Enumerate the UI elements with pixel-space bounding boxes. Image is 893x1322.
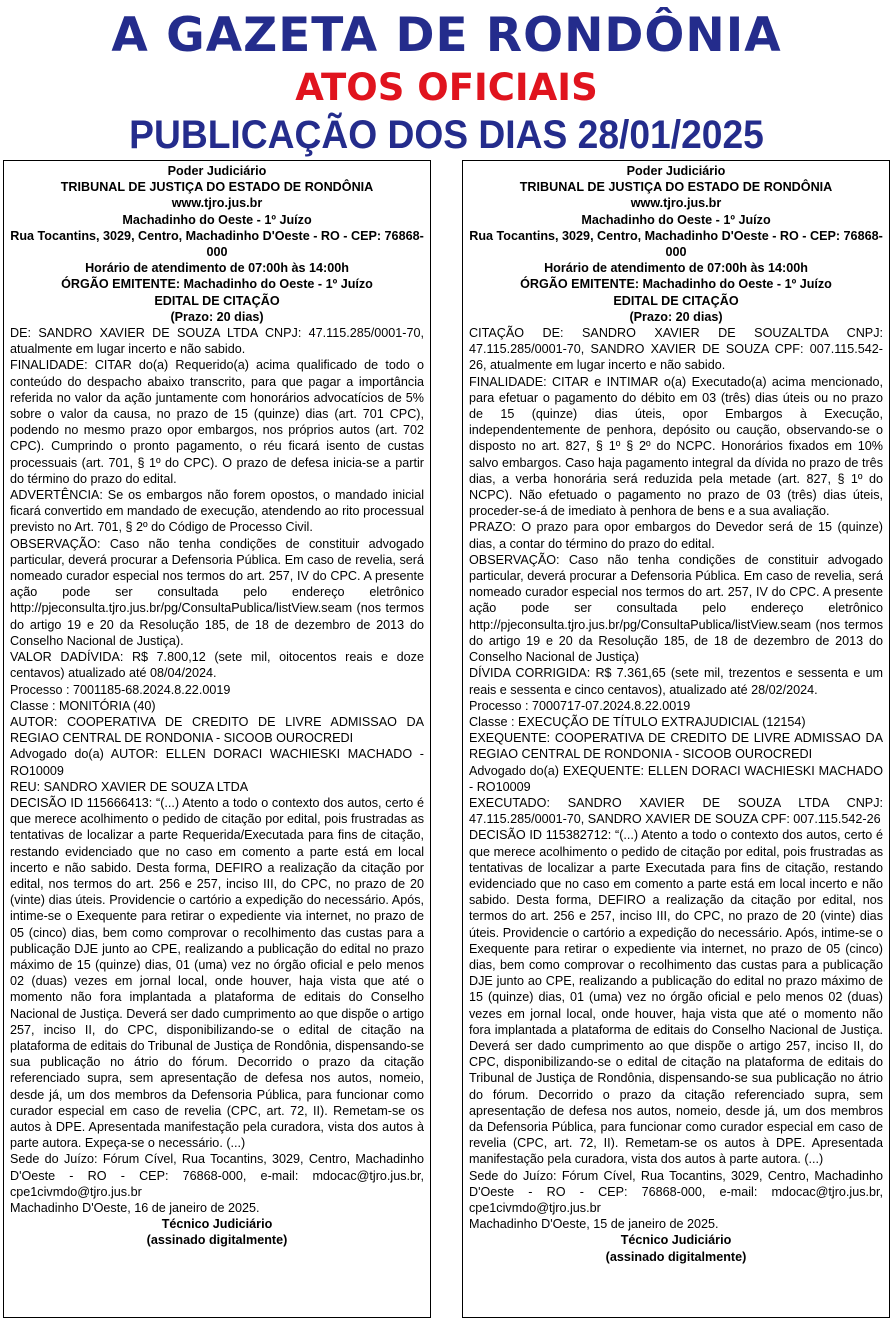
header-line: www.tjro.jus.br (630, 196, 722, 211)
publication-date: PUBLICAÇÃO DOS DIAS 28/01/2025 (129, 113, 764, 157)
paragraph: DÍVIDA CORRIGIDA: R$ 7.361,65 (sete mil, trezentos e sessenta e um reais e sessenta e cinco centavos), atualizado até 28/02/2024. (469, 666, 883, 697)
signature-title: Técnico Judiciário (620, 1233, 732, 1248)
header-line: TRIBUNAL DE JUSTIÇA DO ESTADO DE RONDÔNIA (519, 180, 833, 195)
signature-title: Técnico Judiciário (161, 1217, 273, 1232)
paragraph: Machadinho D'Oeste, 15 de janeiro de 2025. (469, 1217, 719, 1232)
paragraph: Sede do Juízo: Fórum Cível, Rua Tocantins, 3029, Centro, Machadinho D'Oeste - RO - CEP: 76868-000, e-mail: mdocac@tjro.jus.br, cpe1civmdo@tjro.jus.br (469, 1168, 883, 1215)
court-header (10, 163, 424, 325)
edital-prazo: (Prazo: 20 dias) (170, 309, 264, 324)
paragraph: DE: SANDRO XAVIER DE SOUZA LTDA CNPJ: 47.115.285/0001-70, atualmente em lugar incerto e não sabido. (10, 326, 424, 357)
paragraph: CITAÇÃO DE: SANDRO XAVIER DE SOUZALTDA CNPJ: 47.115.285/0001-70, SANDRO XAVIER DE SOUZA CPF: 007.115.542-26, atualmente em lugar incerto e não sabido. (469, 326, 883, 373)
paragraph: Advogado do(a) AUTOR: ELLEN DORACI WACHIESKI MACHADO - RO10009 (10, 747, 424, 778)
header-line: ÓRGÃO EMITENTE: Machadinho do Oeste - 1º Juízo (520, 277, 832, 292)
paragraph: Classe : MONITÓRIA (40) (10, 698, 156, 713)
paragraph: DECISÃO ID 115666413: “(...) Atento a todo o contexto dos autos, certo é que merece acolhimento o pedido de citação por edital, pois frustradas as tentativas de localizar a parte Requerida/Executada para fins de citação, restando evidenciado que no caso em comento a parte está em local incerto e não sabido. Desta forma, DEFIRO a realização da citação por edital, nos termos do art. 256 e 257, inciso III, do CPC, no prazo de 20 (vinte) dias úteis. Providencie o cartório a expedição do necessário. Após, intime-se o Exequente para retirar o expediente via internet, no prazo de 05 (cinco) dias, bem como comprovar o recolhimento das custas para a publicação DJE junto ao CPE, realizando a publicação do edital no prazo máximo de 15 (quinze) dias, 01 (uma) vez no órgão oficial e pelo menos 02 (duas) vezes em jornal local, onde houver, haja vista que até o momento não fora implantada a plataforma de editais do Conselho Nacional de Justiça. Deverá ser dado cumprimento ao que dispõe o artigo 257, inciso II, do CPC, disponibilizando-se o edital de citação na plataforma de editais do Tribunal de Justiça de Rondônia, dispensando-se sua publicação no átrio do fórum. Decorrido o prazo da citação referenciado supra, sem apresentação de defesa nos autos, nomeio, desde já, um dos membros da Defensoria Pública, para funcionar como curador especial em caso de revelia (CPC, art. 72, II). Remetam-se os autos à DPE. Apresentada manifestação pela curadora, vista dos autos à parte autora. Expeça-se o necessário. (...) (10, 795, 424, 1151)
edital-prazo: (Prazo: 20 dias) (629, 309, 723, 324)
court-header (469, 163, 883, 325)
edital-body (10, 325, 424, 1216)
header-line: Poder Judiciário (626, 164, 726, 178)
header-line: Machadinho do Oeste - 1º Juízo (581, 212, 771, 227)
signature-note: (assinado digitalmente) (146, 1233, 288, 1248)
paragraph: REU: SANDRO XAVIER DE SOUZA LTDA (10, 779, 249, 794)
header-line: Horário de atendimento de 07:00h às 14:00h (544, 261, 808, 276)
paragraph: Classe : EXECUÇÃO DE TÍTULO EXTRAJUDICIAL (12154) (469, 714, 806, 729)
paragraph: OBSERVAÇÃO: Caso não tenha condições de constituir advogado particular, deverá procurar a Defensoria Pública. Em caso de revelia, será nomeado curador especial nos termos do art. 257, IV do CPC. A presente ação pode ser consultada pelo endereço eletrônico http://pjeconsulta.tjro.jus.br/pg/ConsultaPublica/listView.seam (nos termos do artigo 19 e 20 da Resolução 185, de 18 de dezembro de 2013 do Conselho Nacional de Justiça) (469, 552, 883, 665)
paragraph: Processo : 7000717-07.2024.8.22.0019 (469, 698, 691, 713)
paragraph: EXEQUENTE: COOPERATIVA DE CREDITO DE LIVRE ADMISSAO DA REGIAO CENTRAL DE RONDONIA - SICOOB OUROCREDI (469, 731, 883, 762)
edital-left-column (3, 160, 431, 1318)
paragraph: PRAZO: O prazo para opor embargos do Devedor será de 15 (quinze) dias, a contar do término do prazo do edital. (469, 520, 883, 551)
section-title: ATOS OFICIAIS (295, 66, 598, 109)
paragraph: EXECUTADO: SANDRO XAVIER DE SOUZA LTDA CNPJ: 47.115.285/0001-70, SANDRO XAVIER DE SOUZA CPF: 007.115.542-26 (469, 795, 883, 827)
edital-title: EDITAL DE CITAÇÃO (613, 293, 739, 308)
paragraph: OBSERVAÇÃO: Caso não tenha condições de constituir advogado particular, deverá procurar a Defensoria Pública. Em caso de revelia, será nomeado curador especial nos termos do art. 257, IV do CPC. A presente ação pode ser consultada pelo endereço eletrônico http://pjeconsulta.tjro.jus.br/pg/ConsultaPublica/listView.seam (nos termos do artigo 19 e 20 da Resolução 185, de 18 de dezembro de 2013 do Conselho Nacional de Justiça). (10, 536, 424, 648)
paragraph: DECISÃO ID 115382712: “(...) Atento a todo o contexto dos autos, certo é que merece acolhimento o pedido de citação por edital, pois frustradas as tentativas de localizar a parte Executada para fins de citação, restando evidenciado que no caso em comento a parte está em local incerto e não sabido. Desta forma, DEFIRO a realização da citação por edital, nos termos do art. 256 e 257, inciso III, do CPC, no prazo de 20 (vinte) dias úteis. Providencie o cartório a expedição do necessário. Após, intime-se o Exequente para retirar o expediente via internet, no prazo de 05 (cinco) dias, bem como comprovar o recolhimento das custas para a publicação DJE junto ao CPE, realizando a publicação do edital no prazo máximo de 15 (quinze) dias, 01 (uma) vez no órgão oficial e pelo menos 02 (duas) vezes em jornal local, onde houver, haja vista que até o momento não fora implantada a plataforma de editais do Conselho Nacional de Justiça. Deverá ser dado cumprimento ao que dispõe o artigo 257, inciso II, do CPC, disponibilizando-se o edital de citação na plataforma de editais do Tribunal de Justiça de Rondônia, dispensando-se sua publicação no átrio do fórum. Decorrido o prazo da citação referenciado supra, sem apresentação de defesa nos autos, nomeio, desde já, um dos membros da Defensoria Pública, para funcionar como curador especial em caso de revelia (CPC, art. 72, II). Remetam-se os autos à DPE. Apresentada manifestação pela curadora, vista dos autos à parte autora. (...) (469, 828, 883, 1167)
paragraph: FINALIDADE: CITAR e INTIMAR o(a) Executado(a) acima mencionado, para efetuar o pagamento do débito em 03 (três) dias úteis ou no prazo de 15 (quinze) dias úteis, opor Embargos à Execução, independentemente de penhora, depósito ou caução, observando-se o disposto no art. 827, § 1º § 2º do NCPC. Honorários fixados em 10% salvo embargos. Caso haja pagamento integral da dívida no prazo de três dias, a verba honorária será reduzida pela metade (art. 827, § 1º do NCPC). Não efetuado o pagamento no prazo de 03 (três) dias úteis, proceder-se-á de imediato à penhora de bens e a sua avaliação. (469, 374, 883, 519)
edital-right-column (462, 160, 890, 1318)
header-line: TRIBUNAL DE JUSTIÇA DO ESTADO DE RONDÔNIA (60, 180, 374, 195)
paragraph: ADVERTÊNCIA: Se os embargos não forem opostos, o mandado inicial ficará convertido em mandado de execução, atendendo ao rito processual previsto no Art. 701, § 2º do Código de Processo Civil. (10, 488, 424, 535)
paragraph: FINALIDADE: CITAR do(a) Requerido(a) acima qualificado de todo o conteúdo do despacho abaixo transcrito, para que pagar a importância referida no valor da ação juntamente com honorários advocatícios de 5% sobre o valor da causa, no prazo de 15 (quinze) dias (art. 701 CPC), podendo no mesmo prazo opor embargos, nos próprios autos (art. 702 CPC). Cumprindo o pronto pagamento, o réu ficará isento de custas processuais (art. 701, § 1º do CPC). O prazo de defesa inicia-se a partir do término do prazo do edital. (10, 358, 424, 486)
header-line: ÓRGÃO EMITENTE: Machadinho do Oeste - 1º Juízo (61, 277, 373, 292)
newspaper-title: A GAZETA DE RONDÔNIA (111, 8, 782, 63)
header-line: www.tjro.jus.br (171, 196, 263, 211)
signature-block (469, 1232, 883, 1264)
masthead (0, 0, 893, 162)
paragraph: Machadinho D'Oeste, 16 de janeiro de 2025. (10, 1201, 260, 1215)
header-line: Rua Tocantins, 3029, Centro, Machadinho D'Oeste - RO - CEP: 76868-000 (469, 228, 883, 260)
header-line: Poder Judiciário (167, 164, 267, 178)
paragraph: Advogado do(a) EXEQUENTE: ELLEN DORACI WACHIESKI MACHADO - RO10009 (469, 763, 883, 794)
header-line: Machadinho do Oeste - 1º Juízo (122, 212, 312, 227)
edital-body (469, 325, 883, 1232)
signature-note: (assinado digitalmente) (605, 1249, 747, 1264)
signature-block (10, 1216, 424, 1248)
header-line: Rua Tocantins, 3029, Centro, Machadinho D'Oeste - RO - CEP: 76868-000 (10, 228, 424, 260)
paragraph: VALOR DADÍVIDA: R$ 7.800,12 (sete mil, oitocentos reais e doze centavos) atualizado até 08/04/2024. (10, 650, 424, 681)
header-line: Horário de atendimento de 07:00h às 14:00h (85, 261, 349, 276)
edital-title: EDITAL DE CITAÇÃO (154, 293, 280, 308)
paragraph: Processo : 7001185-68.2024.8.22.0019 (10, 682, 231, 697)
paragraph: AUTOR: COOPERATIVA DE CREDITO DE LIVRE ADMISSAO DA REGIAO CENTRAL DE RONDONIA - SICOOB OUROCREDI (10, 714, 424, 746)
paragraph: Sede do Juízo: Fórum Cível, Rua Tocantins, 3029, Centro, Machadinho D'Oeste - RO - CEP: 76868-000, e-mail: mdocac@tjro.jus.br, cpe1civmdo@tjro.jus.br (10, 1152, 424, 1199)
